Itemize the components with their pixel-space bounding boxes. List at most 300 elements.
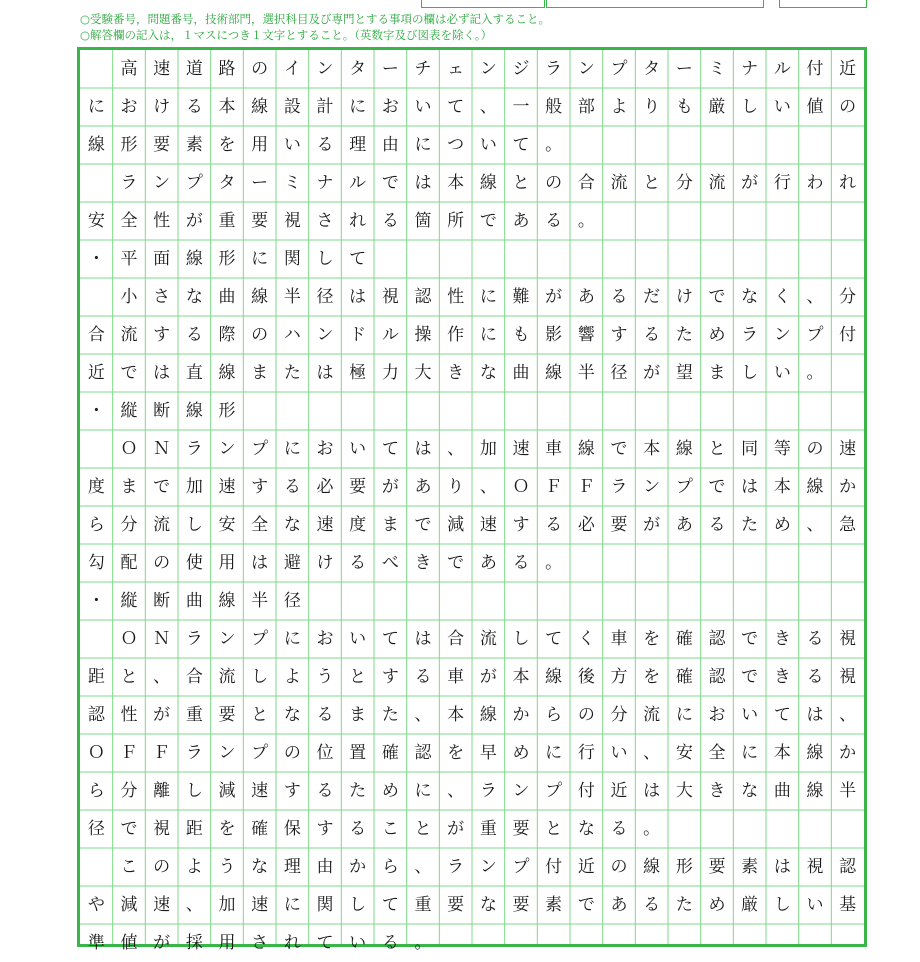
grid-cell-char: 極 (349, 363, 367, 383)
grid-cell-char: の (283, 743, 301, 763)
grid-cell-char: 用 (218, 553, 236, 573)
grid-cell-char: ら (87, 781, 105, 801)
grid-cell-char: が (447, 819, 465, 839)
answer-line (80, 810, 864, 848)
grid-cell-char: を (447, 743, 465, 763)
grid-cell-char: Ｏ (120, 439, 138, 459)
grid-cell-char: き (773, 629, 791, 649)
header-field-box-3[interactable] (779, 0, 867, 8)
grid-cell-char: ン (218, 743, 236, 763)
answer-line (80, 126, 864, 164)
grid-cell-char: 付 (806, 59, 824, 79)
grid-cell-char: 基 (839, 895, 857, 915)
grid-cell-char: け (675, 287, 693, 307)
answer-line (80, 354, 864, 392)
grid-cell-char: 厳 (741, 895, 759, 915)
grid-cell-char: が (741, 173, 759, 193)
grid-cell-char: る (610, 287, 628, 307)
grid-cell-char: ・ (87, 401, 105, 421)
grid-cell-char: た (741, 515, 759, 535)
grid-cell-char: 線 (545, 363, 563, 383)
grid-cell-char: し (773, 895, 791, 915)
grid-cell-char: は (316, 363, 334, 383)
grid-cell-char: ミ (708, 59, 726, 79)
grid-cell-char: 形 (218, 401, 236, 421)
grid-cell-char: 分 (120, 515, 138, 535)
grid-cell-char: て (381, 895, 399, 915)
instruction-notes (80, 11, 900, 43)
grid-cell-char: ら (381, 857, 399, 877)
grid-cell-char: 離 (153, 781, 171, 801)
grid-cell-char: う (218, 857, 236, 877)
grid-cell-char: ジ (512, 59, 530, 79)
grid-cell-char: い (349, 439, 367, 459)
grid-cell-char: と (414, 819, 432, 839)
grid-cell-char: の (153, 857, 171, 877)
grid-cell-char: 線 (479, 173, 497, 193)
grid-cell-char: て (512, 135, 530, 155)
grid-cell-char: 車 (610, 629, 628, 649)
grid-cell-char: で (381, 173, 399, 193)
grid-cell-char: め (708, 325, 726, 345)
grid-cell-char: ラ (185, 743, 203, 763)
header-field-box-2[interactable] (546, 0, 764, 8)
grid-cell-char: 度 (87, 477, 105, 497)
grid-cell-char: な (741, 287, 759, 307)
grid-cell-char: 視 (153, 819, 171, 839)
grid-cell-char: 線 (675, 439, 693, 459)
grid-cell-char: 計 (316, 97, 334, 117)
grid-cell-char: こ (381, 819, 399, 839)
grid-cell-char: な (741, 781, 759, 801)
grid-cell-char: 設 (283, 97, 301, 117)
grid-cell-char: 般 (545, 97, 563, 117)
grid-cell-char: 速 (839, 439, 857, 459)
grid-cell-char: ェ (447, 59, 465, 79)
grid-cell-char: は (643, 781, 661, 801)
grid-cell-char: す (251, 477, 269, 497)
grid-cell-char: ン (316, 325, 334, 345)
grid-cell-char: 方 (610, 667, 628, 687)
grid-cell-char: 減 (218, 781, 236, 801)
grid-cell-char: 理 (283, 857, 301, 877)
grid-cell-char: 要 (251, 211, 269, 231)
grid-cell-char: 性 (447, 287, 465, 307)
grid-cell-char: 線 (577, 439, 595, 459)
grid-cell-char: 行 (773, 173, 791, 193)
grid-cell-char: 由 (316, 857, 334, 877)
answer-line (80, 658, 864, 696)
grid-cell-char: 要 (218, 705, 236, 725)
grid-cell-char: ラ (610, 477, 628, 497)
grid-cell-char: で (479, 211, 497, 231)
grid-cell-char: ・ (87, 591, 105, 611)
grid-cell-char: け (153, 97, 171, 117)
grid-cell-char: な (479, 895, 497, 915)
grid-cell-char: 関 (283, 249, 301, 269)
grid-cell-char: 線 (251, 97, 269, 117)
grid-cell-char: 値 (806, 97, 824, 117)
grid-cell-char: 使 (185, 553, 203, 573)
grid-cell-char: し (185, 781, 203, 801)
answer-line (80, 202, 864, 240)
answer-line (80, 506, 864, 544)
grid-cell-char: 半 (283, 287, 301, 307)
grid-cell-char: 要 (512, 895, 530, 915)
grid-cell-char: 分 (675, 173, 693, 193)
grid-cell-char: に (251, 249, 269, 269)
grid-cell-char: 確 (675, 629, 693, 649)
grid-cell-char: チ (414, 59, 432, 79)
grid-cell-char: の (251, 325, 269, 345)
grid-cell-char: 保 (283, 819, 301, 839)
grid-cell-char: 。 (806, 363, 824, 383)
grid-cell-char: の (577, 705, 595, 725)
grid-cell-char: Ｆ (120, 743, 138, 763)
grid-cell-char: が (479, 667, 497, 687)
grid-cell-char: 響 (577, 325, 595, 345)
grid-cell-char: い (773, 363, 791, 383)
grid-cell-char: あ (414, 477, 432, 497)
grid-cell-char: 曲 (773, 781, 791, 801)
grid-cell-char: ン (643, 477, 661, 497)
grid-cell-char: 認 (414, 743, 432, 763)
grid-cell-char: ル (773, 59, 791, 79)
grid-cell-char: な (479, 363, 497, 383)
grid-cell-char: く (773, 287, 791, 307)
grid-cell-char: す (512, 515, 530, 535)
grid-cell-char: 線 (251, 287, 269, 307)
grid-cell-char: の (610, 857, 628, 877)
grid-cell-char: 操 (414, 325, 432, 345)
grid-cell-char: 認 (839, 857, 857, 877)
grid-cell-char: に (283, 439, 301, 459)
grid-cell-char: 線 (806, 477, 824, 497)
grid-cell-char: た (675, 895, 693, 915)
grid-cell-char: る (610, 819, 628, 839)
grid-cell-char: と (349, 667, 367, 687)
grid-cell-char: あ (479, 553, 497, 573)
grid-cell-char: に (414, 135, 432, 155)
grid-cell-char: 、 (479, 97, 497, 117)
grid-cell-char: け (316, 553, 334, 573)
grid-cell-char: が (381, 477, 399, 497)
grid-cell-char: ン (479, 857, 497, 877)
grid-cell-char: 位 (316, 743, 334, 763)
grid-cell-char: 急 (839, 515, 857, 535)
answer-line (80, 88, 864, 126)
grid-cell-char: ラ (447, 857, 465, 877)
grid-cell-char: る (349, 553, 367, 573)
answer-line (80, 924, 864, 962)
grid-cell-char: し (741, 97, 759, 117)
grid-cell-char: 線 (218, 363, 236, 383)
grid-cell-char: れ (283, 933, 301, 953)
grid-cell-char: 箇 (414, 211, 432, 231)
grid-cell-char: 、 (447, 781, 465, 801)
grid-cell-char: 、 (414, 857, 432, 877)
grid-cell-char: な (577, 819, 595, 839)
grid-cell-char: 視 (839, 629, 857, 649)
grid-cell-char: や (87, 895, 105, 915)
grid-cell-char: タ (643, 59, 661, 79)
grid-cell-char: 流 (120, 325, 138, 345)
grid-cell-char: り (643, 97, 661, 117)
grid-cell-char: め (708, 895, 726, 915)
grid-cell-char: で (577, 895, 595, 915)
grid-cell-char: 全 (708, 743, 726, 763)
answer-line (80, 278, 864, 316)
grid-cell-char: で (708, 287, 726, 307)
grid-cell-char: た (381, 705, 399, 725)
grid-cell-char: て (447, 97, 465, 117)
grid-cell-char: 一 (512, 97, 530, 117)
grid-cell-char: き (708, 781, 726, 801)
grid-cell-char: 曲 (218, 287, 236, 307)
grid-cell-char: る (381, 933, 399, 953)
grid-cell-char: 加 (218, 895, 236, 915)
grid-cell-char: 高 (120, 59, 138, 79)
grid-cell-char: た (283, 363, 301, 383)
grid-cell-char: 性 (120, 705, 138, 725)
grid-cell-char: 半 (577, 363, 595, 383)
grid-cell-char: 用 (218, 933, 236, 953)
grid-cell-char: い (741, 705, 759, 725)
grid-cell-char: 、 (806, 287, 824, 307)
grid-cell-char: 性 (153, 211, 171, 231)
answer-line (80, 316, 864, 354)
grid-cell-char: 流 (218, 667, 236, 687)
grid-cell-char: さ (316, 211, 334, 231)
grid-cell-char: で (741, 667, 759, 687)
grid-cell-char: て (381, 439, 399, 459)
grid-cell-char: 度 (349, 515, 367, 535)
grid-cell-char: 曲 (512, 363, 530, 383)
grid-cell-char: で (447, 553, 465, 573)
grid-cell-char: プ (545, 781, 563, 801)
grid-cell-char: 断 (153, 591, 171, 611)
grid-cell-char: 力 (381, 363, 399, 383)
grid-cell-char: 形 (120, 135, 138, 155)
grid-cell-char: 減 (447, 515, 465, 535)
answer-line (80, 848, 864, 886)
grid-cell-char: 関 (316, 895, 334, 915)
grid-cell-char: Ｆ (545, 477, 563, 497)
grid-cell-char: 速 (218, 477, 236, 497)
grid-cell-char: は (349, 287, 367, 307)
grid-cell-char: ン (773, 325, 791, 345)
grid-cell-char: 分 (839, 287, 857, 307)
grid-cell-char: は (251, 553, 269, 573)
grid-cell-char: る (414, 667, 432, 687)
grid-cell-char: ン (577, 59, 595, 79)
grid-cell-char: て (545, 629, 563, 649)
grid-cell-char: 重 (185, 705, 203, 725)
grid-cell-char: お (316, 439, 334, 459)
grid-cell-char: ま (349, 705, 367, 725)
grid-cell-char: の (153, 553, 171, 573)
grid-cell-char: で (610, 439, 628, 459)
grid-cell-char: れ (349, 211, 367, 231)
grid-cell-char: 視 (839, 667, 857, 687)
grid-cell-char: は (414, 439, 432, 459)
grid-cell-char: プ (610, 59, 628, 79)
grid-cell-char: 要 (512, 819, 530, 839)
grid-cell-char: る (185, 325, 203, 345)
grid-cell-char: る (512, 553, 530, 573)
grid-cell-char: 素 (741, 857, 759, 877)
grid-cell-char: な (283, 515, 301, 535)
grid-cell-char: イ (283, 59, 301, 79)
grid-cell-char: Ｎ (153, 629, 171, 649)
grid-cell-char: め (381, 781, 399, 801)
grid-cell-char: 影 (545, 325, 563, 345)
grid-cell-char: か (839, 477, 857, 497)
grid-cell-char: が (643, 515, 661, 535)
grid-cell-char: あ (610, 895, 628, 915)
grid-cell-char: 小 (120, 287, 138, 307)
grid-cell-char: い (610, 743, 628, 763)
grid-cell-char: か (349, 857, 367, 877)
grid-cell-char: 合 (577, 173, 595, 193)
grid-cell-char: 流 (610, 173, 628, 193)
grid-cell-char: 作 (447, 325, 465, 345)
grid-cell-char: す (610, 325, 628, 345)
grid-cell-char: 面 (153, 249, 171, 269)
grid-cell-char: め (512, 743, 530, 763)
grid-cell-char: 車 (447, 667, 465, 687)
grid-cell-char: 本 (218, 97, 236, 117)
grid-cell-char: 減 (120, 895, 138, 915)
grid-cell-char: ラ (479, 781, 497, 801)
grid-cell-char: 用 (251, 135, 269, 155)
grid-cell-char: ル (381, 325, 399, 345)
grid-cell-char: し (251, 667, 269, 687)
grid-cell-char: と (545, 819, 563, 839)
grid-cell-char: お (708, 705, 726, 725)
grid-cell-char: は (806, 705, 824, 725)
grid-cell-char: た (349, 781, 367, 801)
grid-cell-char: し (185, 515, 203, 535)
grid-cell-char: 速 (251, 895, 269, 915)
instruction-note-2: ○解答欄の記入は，１マスにつき１文字とすること。（英数字及び図表を除く。） (80, 28, 493, 42)
grid-cell-char: が (545, 287, 563, 307)
grid-cell-char: 速 (153, 59, 171, 79)
grid-cell-char: 所 (447, 211, 465, 231)
grid-cell-char: 配 (120, 553, 138, 573)
grid-cell-char: を (643, 629, 661, 649)
grid-cell-char: ド (349, 325, 367, 345)
grid-cell-char: あ (512, 211, 530, 231)
grid-cell-char: で (414, 515, 432, 535)
grid-cell-char: ら (87, 515, 105, 535)
grid-cell-char: る (545, 515, 563, 535)
grid-cell-char: 本 (773, 743, 791, 763)
grid-cell-char: 、 (153, 667, 171, 687)
grid-cell-char: 分 (610, 705, 628, 725)
grid-cell-char: 縦 (120, 591, 138, 611)
grid-cell-char: 要 (153, 135, 171, 155)
grid-cell-char: 速 (512, 439, 530, 459)
grid-cell-char: 合 (447, 629, 465, 649)
grid-cell-char: プ (251, 629, 269, 649)
instruction-note-1: ○受験番号，問題番号，技術部門，選択科目及び専門とする事項の欄は必ず記入すること。 (80, 12, 551, 26)
grid-cell-char: お (120, 97, 138, 117)
grid-cell-char: る (643, 325, 661, 345)
grid-cell-char: Ｏ (512, 477, 530, 497)
grid-cell-char: こ (120, 857, 138, 877)
grid-cell-char: 付 (839, 325, 857, 345)
grid-cell-char: い (479, 135, 497, 155)
grid-cell-char: 。 (577, 211, 595, 231)
grid-cell-char: 加 (185, 477, 203, 497)
grid-cell-char: と (120, 667, 138, 687)
grid-cell-char: ら (545, 705, 563, 725)
grid-cell-char: ル (349, 173, 367, 193)
grid-cell-char: る (545, 211, 563, 231)
grid-cell-char: プ (512, 857, 530, 877)
grid-cell-char: 距 (87, 667, 105, 687)
answer-line (80, 392, 864, 430)
header-field-box-1[interactable] (421, 0, 545, 8)
grid-cell-char: さ (153, 287, 171, 307)
grid-cell-char: 加 (479, 439, 497, 459)
grid-cell-char: 行 (577, 743, 595, 763)
grid-cell-char: ナ (741, 59, 759, 79)
grid-cell-char: よ (610, 97, 628, 117)
grid-cell-char: 分 (120, 781, 138, 801)
grid-cell-char: が (643, 363, 661, 383)
grid-cell-char: る (185, 97, 203, 117)
grid-cell-char: て (773, 705, 791, 725)
grid-cell-char: か (512, 705, 530, 725)
grid-cell-char: べ (381, 553, 399, 573)
grid-cell-char: 。 (545, 135, 563, 155)
grid-cell-char: ラ (741, 325, 759, 345)
grid-cell-char: 重 (414, 895, 432, 915)
grid-cell-char: 道 (185, 59, 203, 79)
grid-cell-char: 値 (120, 933, 138, 953)
grid-cell-char: い (349, 933, 367, 953)
grid-cell-char: 近 (87, 363, 105, 383)
grid-cell-char: 線 (806, 743, 824, 763)
grid-cell-char: 、 (643, 743, 661, 763)
grid-cell-char: は (153, 363, 171, 383)
grid-cell-char: ラ (185, 629, 203, 649)
grid-cell-char: 本 (512, 667, 530, 687)
grid-cell-char: 安 (218, 515, 236, 535)
grid-cell-char: 合 (87, 325, 105, 345)
grid-cell-char: 近 (610, 781, 628, 801)
grid-cell-char: ま (120, 477, 138, 497)
grid-cell-char: 流 (643, 705, 661, 725)
grid-cell-char: が (185, 211, 203, 231)
grid-cell-char: 、 (806, 515, 824, 535)
grid-cell-char: 認 (708, 667, 726, 687)
grid-cell-char: い (414, 97, 432, 117)
grid-cell-char: の (545, 173, 563, 193)
grid-cell-char: プ (185, 173, 203, 193)
grid-cell-char: 置 (349, 743, 367, 763)
grid-cell-char: 流 (479, 629, 497, 649)
answer-line (80, 772, 864, 810)
grid-cell-char: 重 (218, 211, 236, 231)
grid-cell-char: と (643, 173, 661, 193)
grid-cell-char: ・ (87, 249, 105, 269)
grid-cell-char: 流 (708, 173, 726, 193)
grid-cell-char: 径 (610, 363, 628, 383)
answer-line (80, 50, 864, 88)
